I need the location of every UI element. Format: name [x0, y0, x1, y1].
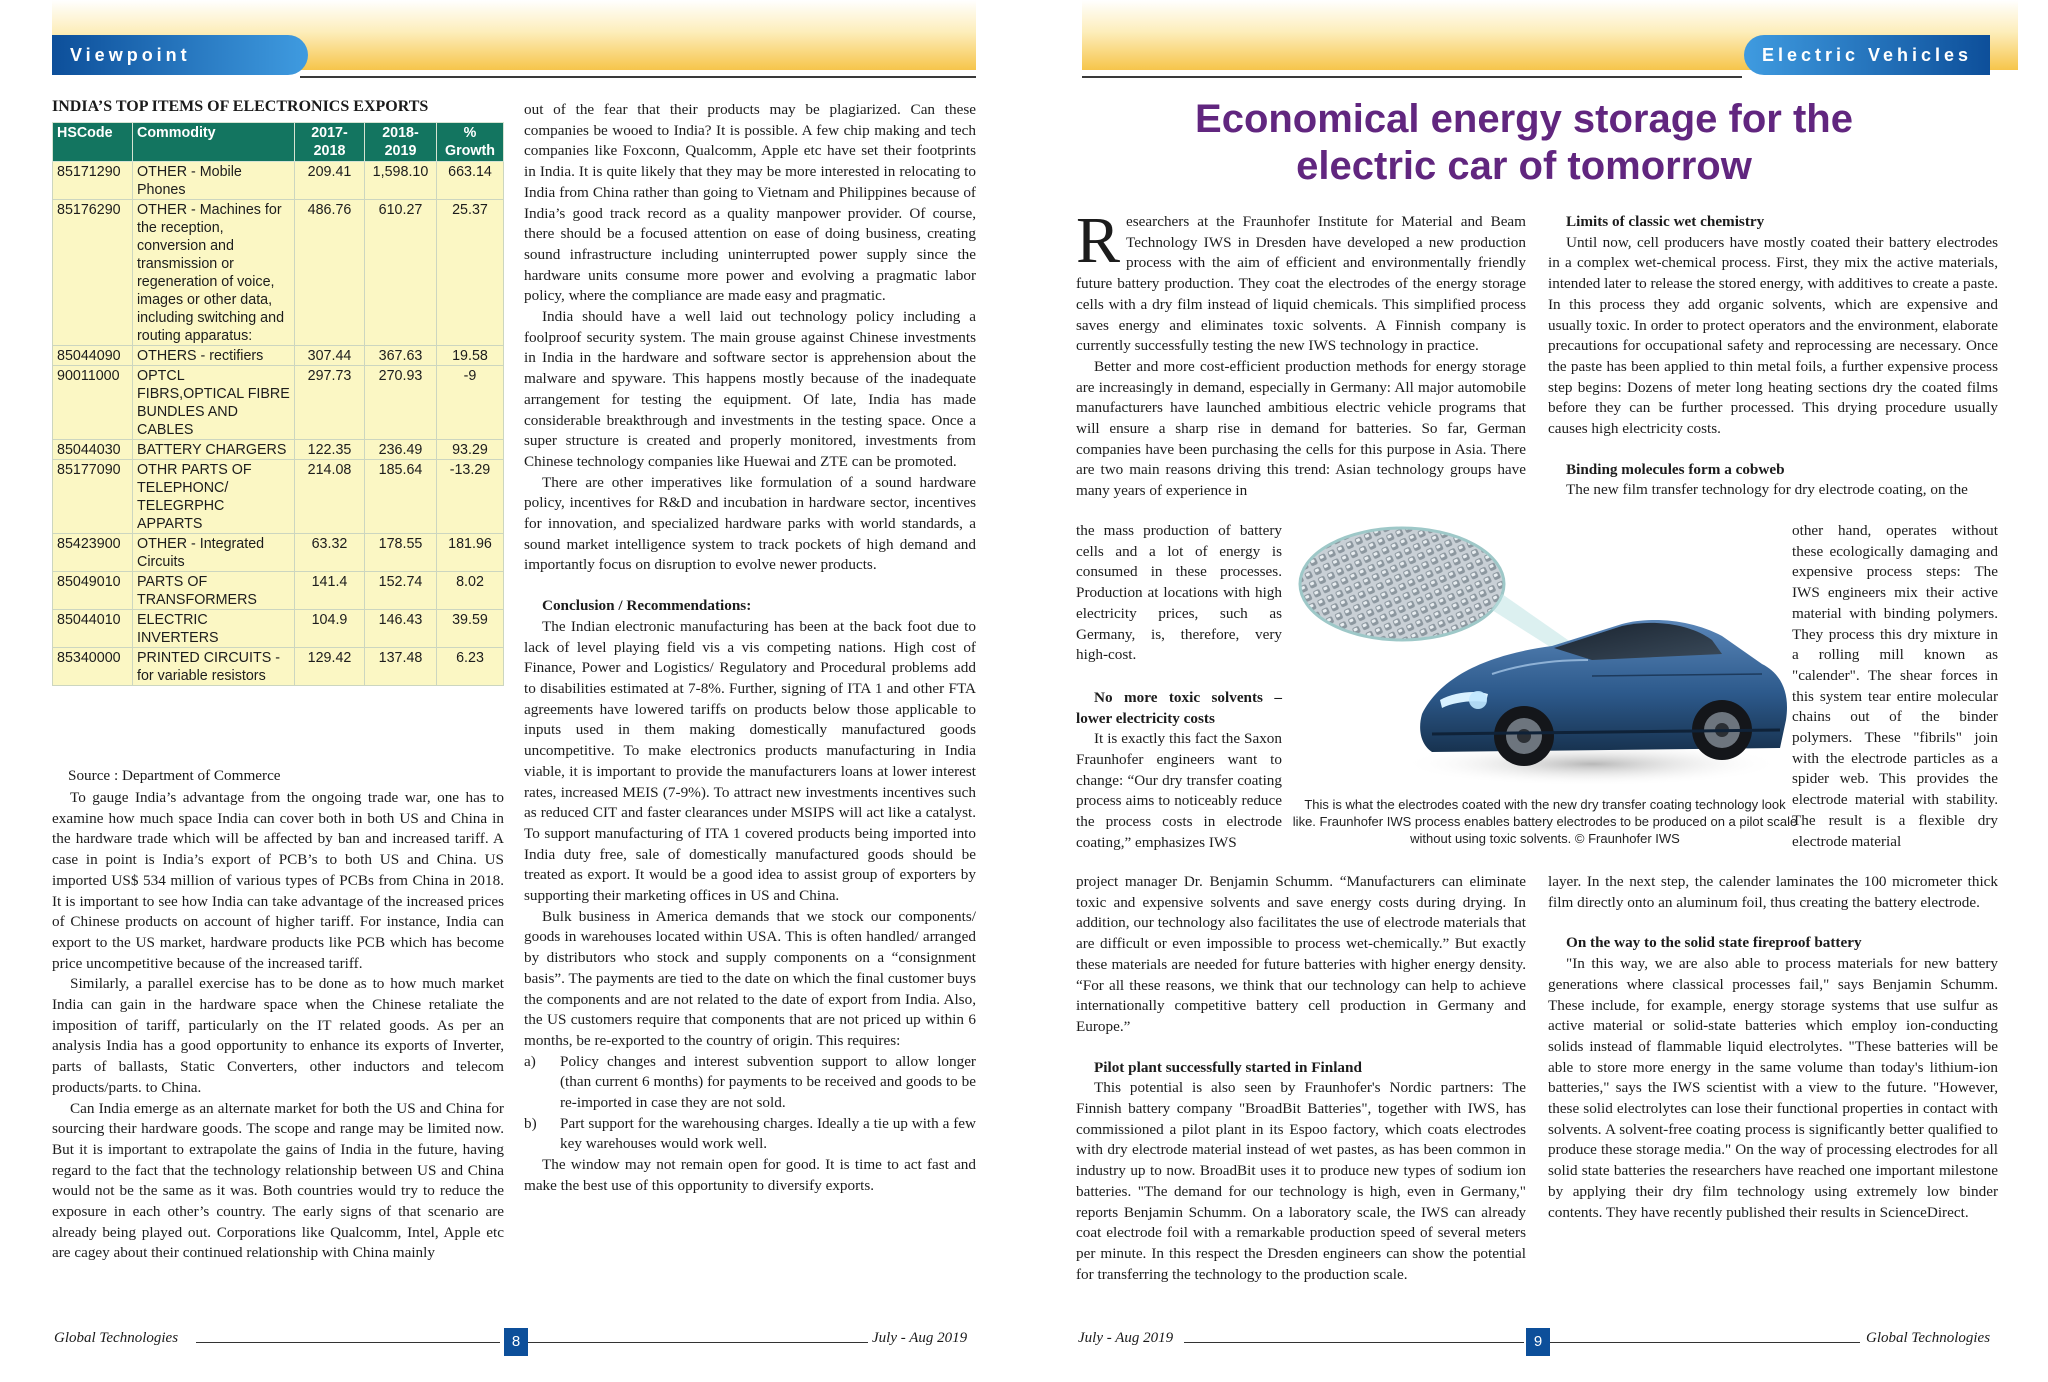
table-cell-hscode: 85423900 — [53, 534, 133, 572]
table-cell-hscode: 85340000 — [53, 648, 133, 686]
table-cell-y2018: 270.93 — [365, 366, 437, 440]
paragraph: the mass production of battery cells and a lot of energy is consumed in these processes. Production at locations with high electricity prices, such as Germany, is, therefore, very high-cost. — [1076, 522, 1282, 664]
paragraph: This potential is also seen by Fraunhofer's Nordic partners: The Finnish battery company "BroadBit Batteries", together with IWS, has commissioned a pilot plant in its Espoo factory, which coats electrodes with dry electrode material instead of wet pastes, as has been common in industry up to now. BroadBit uses it to produce new types of sodium ion batteries. "The demand for our technology is high, even in Germany," reports Benjamin Schumm. On a laboratory scale, the IWS can already coat electrode foil with a remarkable production speed of several meters per minute. In this respect the Dresden engineers can show the potential for transferring the technology to the production scale. — [1076, 1079, 1526, 1283]
paragraph: Until now, cell producers have mostly coated their battery electrodes in a complex wet-chemical process. First, they mix the active materials, intended later to release the stored energy, with additives to create a paste. In this process they add organic solvents, which are expensive and usually toxic. In order to protect operators and the environment, elaborate precautions for occupational safety and reprocessing are necessary. Once the paste has been applied to thin metal foils, a further expensive process step begins: Dozens of meter long heating sections dry the coated films before they can be further processed. This drying procedure usually causes high electricity costs. — [1548, 233, 1998, 438]
list-item — [524, 1114, 976, 1155]
table-cell-y2018: 185.64 — [365, 460, 437, 534]
footer-date: July - Aug 2019 — [872, 1330, 968, 1346]
table-row — [53, 366, 504, 440]
table-cell-y2018: 178.55 — [365, 534, 437, 572]
table-row — [53, 460, 504, 534]
table-cell-commodity: OTHERS - rectifiers — [133, 346, 295, 366]
footer-date: July - Aug 2019 — [1078, 1330, 1174, 1346]
subheading-toxic: No more toxic solvents – lower electricity costs — [1076, 688, 1282, 727]
table-cell-growth: 181.96 — [437, 534, 504, 572]
table-cell-y2017: 297.73 — [295, 366, 365, 440]
electric-car-illustration — [1292, 524, 1798, 794]
footer-publication: Global Technologies — [1866, 1330, 1991, 1346]
drop-cap: R — [1076, 204, 1121, 277]
top-rule — [1082, 76, 1742, 78]
table-cell-growth: 8.02 — [437, 572, 504, 610]
table-cell-commodity: OTHER - Integrated Circuits — [133, 534, 295, 572]
table-cell-growth: -13.29 — [437, 460, 504, 534]
section-label-electric-vehicles: Electric Vehicles — [1744, 35, 1990, 75]
footer-rule — [1550, 1342, 1860, 1343]
table-title: INDIA’S TOP ITEMS OF ELECTRONICS EXPORTS — [52, 98, 429, 115]
paragraph: It is exactly this fact the Saxon Fraunhofer engineers want to change: “Our dry transfer coating process aims to noticeably reduce the process costs in electrode coating,” emphasizes IWS — [1076, 730, 1282, 851]
table-cell-growth: 39.59 — [437, 610, 504, 648]
table-cell-hscode: 85177090 — [53, 460, 133, 534]
table-cell-y2017: 129.42 — [295, 648, 365, 686]
paragraph-line: The new film transfer technology for dry electrode coating, on the — [1566, 481, 1968, 499]
intro-text: esearchers at the Fraunhofer Institute for Material and Beam Technology IWS in Dresden have developed a new production process with the aim of efficient and environmentally friendly future battery production. They coat the electrodes of the energy storage cells with a dry film instead of liquid chemicals. This simplified process saves energy and eliminates toxic solvents. A Finnish company is currently successfully testing the new IWS technology in practice. — [1076, 213, 1526, 355]
table-cell-hscode: 85044010 — [53, 610, 133, 648]
subheading-cobweb: Binding molecules form a cobweb — [1566, 460, 1785, 478]
table-cell-y2018: 367.63 — [365, 346, 437, 366]
table-row — [53, 572, 504, 610]
page-number: 8 — [504, 1328, 528, 1356]
table-cell-growth: 663.14 — [437, 162, 504, 200]
col-header: Commodity — [133, 123, 295, 162]
paragraph: To gauge India’s advantage from the ongoing trade war, one has to examine how much space India can cover both in both US and China in the hardware trade which will be affected by ban and increased tariff. A case in point is India’s export of PCB’s to both US and China. US imported US$ 534 million of various types of PCBs from China in 2018. It is important to see how India can take advantage of the increased prices of Chinese products on account of higher tariff. For instance, India can export to the US market, hardware products like PCB which has become price uncompetitive because of the increased tariff. — [52, 789, 504, 972]
right-column-1-beside-figure — [1076, 521, 1282, 854]
table-row — [53, 200, 504, 346]
table-body — [53, 162, 504, 686]
col-header: % Growth — [437, 123, 504, 162]
table-cell-commodity: PRINTED CIRCUITS - for variable resistors — [133, 648, 295, 686]
table-cell-commodity: OTHER - Machines for the reception, conversion and transmission or regeneration of voice, images or other data, including switching and routing apparatus: — [133, 200, 295, 346]
paragraph: layer. In the next step, the calender laminates the 100 micrometer thick film directly onto an aluminum foil, thus creating the battery electrode. — [1548, 873, 1998, 911]
left-column-1 — [52, 788, 504, 1264]
table-cell-hscode: 85044030 — [53, 440, 133, 460]
right-column-2-beside-figure — [1792, 521, 1998, 852]
table-row — [53, 162, 504, 200]
table-cell-y2017: 486.76 — [295, 200, 365, 346]
section-label-viewpoint: Viewpoint — [52, 35, 308, 75]
table-cell-hscode: 85044090 — [53, 346, 133, 366]
table-cell-y2018: 610.27 — [365, 200, 437, 346]
table-cell-y2017: 141.4 — [295, 572, 365, 610]
paragraph: other hand, operates without these ecologically damaging and expensive process steps: The IWS engineers mix their active material with binding polymers. They process this dry mixture in a rolling mill known as "calender". The shear forces in this system tear entire molecular chains out of the binder polymers. These "fibrils" join with the electrode particles as a spider web. This provides the electrode material with stability. The result is a flexible dry electrode material — [1792, 522, 1998, 850]
paragraph: There are other imperatives like formulation of a sound hardware policy, incentives for R&D and incubation in hardware sector, incentives for innovation, and specialized hardware parks with world standards, a sound market intelligence system to track pockets of high demand and importantly focus on disruption to evolve newer products. — [524, 473, 976, 574]
article-headline: Economical energy storage for the electric car of tomorrow — [1195, 97, 1853, 188]
table-cell-growth: 93.29 — [437, 440, 504, 460]
table-cell-hscode: 90011000 — [53, 366, 133, 440]
right-column-2-bottom — [1548, 872, 1998, 1223]
table-cell-growth: 19.58 — [437, 346, 504, 366]
list-marker: a) — [524, 1052, 536, 1070]
subheading-pilot: Pilot plant successfully started in Finland — [1094, 1058, 1362, 1076]
col-header: 2017-2018 — [295, 123, 365, 162]
paragraph: "In this way, we are also able to process materials for new battery generations where classical processes fail," says Benjamin Schumm. These include, for example, energy storage systems that use sulfur as active material or solid-state batteries which employ ion-conducting solids instead of flammable liquid electrolytes. "These batteries will be able to store more energy in the same volume than today's lithium-ion batteries," says the IWS scientist with a view to the future. "However, these solid electrolytes can lose their functional properties in contact with solvents. A solvent-free coating process is significantly better qualified to produce these storage media." On the way of processing electrodes for all solid state batteries the researchers have reached one important milestone by applying their dry film technology using extremely low binder contents. They have recently published their results in ScienceDirect. — [1548, 955, 1998, 1221]
paragraph: The window may not remain open for good. It is time to act fast and make the best use of this opportunity to diversify exports. — [524, 1156, 976, 1194]
table-cell-hscode: 85049010 — [53, 572, 133, 610]
table-cell-y2017: 63.32 — [295, 534, 365, 572]
table-cell-commodity: OPTCL FIBRS,OPTICAL FIBRE BUNDLES AND CABLES — [133, 366, 295, 440]
table-cell-commodity: OTHER - Mobile Phones — [133, 162, 295, 200]
list-item — [524, 1052, 976, 1114]
table-cell-y2018: 1,598.10 — [365, 162, 437, 200]
table-cell-hscode: 85171290 — [53, 162, 133, 200]
footer-publication: Global Technologies — [54, 1330, 179, 1346]
table-cell-growth: 6.23 — [437, 648, 504, 686]
paragraph: The Indian electronic manufacturing has been at the back foot due to lack of level playing field vis a vis competing nations. High cost of Finance, Power and Logistics/ Regulatory and Procedural problems add to disabilities estimated at 7-8%. Further, signing of ITA 1 and other FTA agreements have lowered tariffs on products below those applicable to inputs used in them making domestically manufactured goods uncompetitive. To make electronics products manufacturing in India viable, it is important to provide the manufacturers loans at lower interest rates, increased MEIS (7-9%). To attract new investments incentives such as reduced CIT and faster clearances under MSIPS will act like a catalyst. To support manufacturing of ITA 1 covered products being imported into India duty free, sale of domestically manufactured goods should be treated as export. It would be a good idea to assist group of exporters by supporting their marketing offices in US and China. — [524, 617, 976, 905]
subheading-solid-state: On the way to the solid state fireproof battery — [1566, 934, 1862, 952]
exports-table — [52, 122, 504, 686]
figure-caption: This is what the electrodes coated with the new dry transfer coating technology look like. Fraunhofer IWS process enables battery electrodes to be produced on a pilot scale without using toxic solvents. © Fraunhofer IWS — [1292, 797, 1798, 846]
list-text: Policy changes and interest subvention support to allow longer (than current 6 months) for payments to be received and goods to be re-imported in case they are not sold. — [560, 1052, 976, 1112]
subheading-wet-chemistry: Limits of classic wet chemistry — [1566, 213, 1765, 230]
table-cell-y2018: 137.48 — [365, 648, 437, 686]
paragraph: Can India emerge as an alternate market for both the US and China for sourcing their hardware goods. The scope and range may be limited now. But it is important to extrapolate the gains of India in the future, having regard to the fact that the technology relationship between US and China would not be the same as it was. Both countries would try to reduce the exposure in each other’s country. The early signs of that scenario are already being played out. Corporations like Qualcomm, Intel, Apple etc are cagey about their continued relationship with China mainly — [52, 1099, 504, 1262]
left-column-2 — [524, 100, 976, 1197]
table-cell-commodity: PARTS OF TRANSFORMERS — [133, 572, 295, 610]
table-cell-commodity: OTHR PARTS OF TELEPHONC/ TELEGRPHC APPARTS — [133, 460, 295, 534]
table-cell-y2018: 236.49 — [365, 440, 437, 460]
table-row — [53, 440, 504, 460]
table-cell-y2017: 214.08 — [295, 460, 365, 534]
table-cell-growth: -9 — [437, 366, 504, 440]
paragraph: Similarly, a parallel exercise has to be done as to how much market India can gain in the hardware space when the Chinese retaliate the imposition of tariff, particularly on the IT related goods. As per an analysis India has a good opportunity to enhance its exports of Inverter, parts of ballasts, Static Converters, other inductors and telecom products/parts. to China. — [52, 975, 504, 1096]
conclusion-heading: Conclusion / Recommendations: — [542, 597, 752, 615]
right-column-1-bottom — [1076, 872, 1526, 1285]
col-header: HSCode — [53, 123, 133, 162]
right-column-1-top — [1076, 204, 1526, 502]
table-cell-commodity: ELECTRIC INVERTERS — [133, 610, 295, 648]
table-cell-growth: 25.37 — [437, 200, 504, 346]
paragraph: Bulk business in America demands that we stock our components/ goods in warehouses located within USA. This is often handled/ arranged by distributors who stock and supply components on a “consignment basis”. The payments are tied to the date on which the final customer buys the components and are not related to the date of export from India. Also, the US customers require that components that are not priced up within 6 months, be re-exported to the country of origin. This requires: — [524, 907, 976, 1049]
electric-car-figure — [1292, 524, 1798, 854]
table-row — [53, 346, 504, 366]
paragraph: India should have a well laid out technology policy including a foolproof security system. The main grouse against Chinese investments in India in the hardware and software sector is apprehension about the malware and spyware. This happens mostly because of the inadequate arrangement for testing the equipment. Of late, India has made considerable breakthrough and investments in the testing space. Once a super structure is created and properly monitored, investments from Chinese technology companies like Huewai and ZTE can be promoted. — [524, 308, 976, 470]
page-number: 9 — [1526, 1328, 1550, 1356]
table-row — [53, 610, 504, 648]
footer-rule — [196, 1342, 500, 1343]
paragraph: Better and more cost-efficient production methods for energy storage are increasingly in demand, especially in Germany: All major automobile manufacturers have launched ambitious electric vehicle programs that will ensure a sharp rise in demand for batteries. So far, German companies have been purchasing the cells for this purpose in Asia. There are two main reasons driving this trend: Asian technology groups have many years of experience in — [1076, 357, 1526, 500]
table-cell-y2018: 146.43 — [365, 610, 437, 648]
table-cell-y2017: 209.41 — [295, 162, 365, 200]
top-rule — [300, 76, 976, 78]
list-marker: b) — [524, 1114, 537, 1132]
table-cell-commodity: BATTERY CHARGERS — [133, 440, 295, 460]
table-row — [53, 648, 504, 686]
paragraph: out of the fear that their products may be plagiarized. Can these companies be wooed to India? It is possible. A few chip making and tech companies like Foxconn, Qualcomm, Apple etc have set their footprints in India. It is quite likely that they may be more interested in relocating to India from China rather than going to Vietnam and Philippines because of India’s good track record as a quality manpower provider. Of course, there should be a focused attention on ease of doing business, creating sound infrastructure including uninterrupted power supply since the hardware units consume more power and evolving a pragmatic labor policy, where the compliance are made easy and pragmatic. — [524, 101, 976, 305]
table-cell-y2017: 122.35 — [295, 440, 365, 460]
list-text: Part support for the warehousing charges. Ideally a tie up with a few key warehouses would work well. — [560, 1114, 976, 1153]
table-cell-y2017: 307.44 — [295, 346, 365, 366]
intro-paragraph — [1076, 204, 1526, 357]
table-row — [53, 534, 504, 572]
footer-rule — [528, 1342, 868, 1343]
table-cell-hscode: 85176290 — [53, 200, 133, 346]
table-cell-y2018: 152.74 — [365, 572, 437, 610]
table-cell-y2017: 104.9 — [295, 610, 365, 648]
col-header: 2018-2019 — [365, 123, 437, 162]
table-header-row — [53, 123, 504, 162]
paragraph: project manager Dr. Benjamin Schumm. “Manufacturers can eliminate toxic and expensive solvents and save energy costs during drying. In addition, our technology also facilitates the use of electrode materials that are difficult or even impossible to process wet-chemically.” But exactly these materials are needed for future batteries with higher energy density. “For all these reasons, we think that our technology can help to achieve internationally competitive battery cell production in Germany and Europe.” — [1076, 873, 1526, 1035]
table-source: Source : Department of Commerce — [68, 767, 281, 784]
footer-rule — [1184, 1342, 1524, 1343]
right-column-2-top — [1548, 212, 1998, 501]
